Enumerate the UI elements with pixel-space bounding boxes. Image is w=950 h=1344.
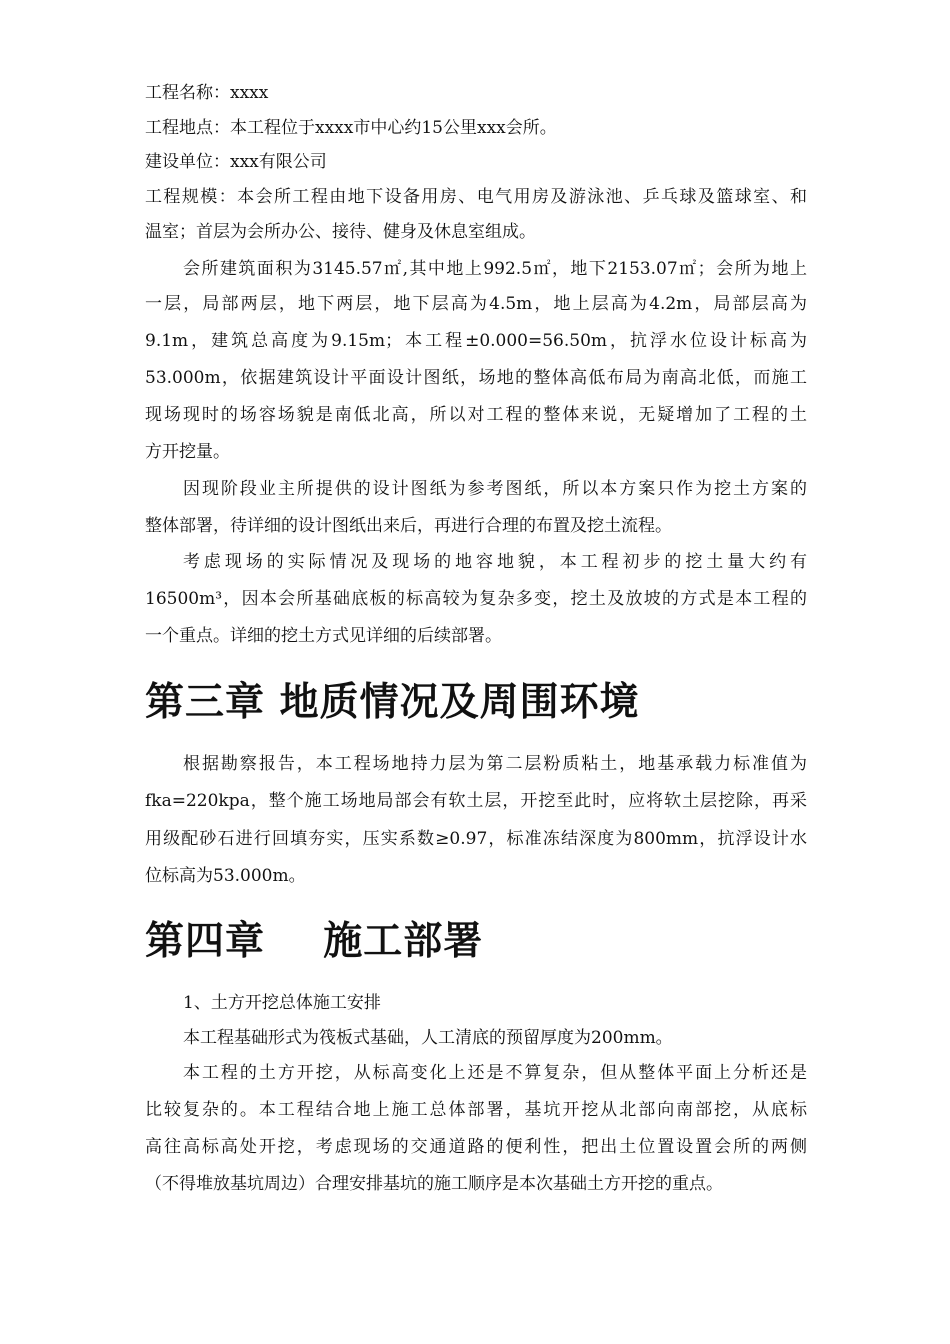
chapter-3-heading: 第三章 地质情况及周围环境 [145, 680, 640, 725]
paragraph-line: 高往高标高处开挖，考虑现场的交通道路的便利性，把出土位置设置会所的两侧 [145, 1137, 807, 1157]
paragraph-line: 整体部署，待详细的设计图纸出来后，再进行合理的布置及挖土流程。 [145, 516, 672, 536]
paragraph-line: 考虑现场的实际情况及现场的地容地貌，本工程初步的挖土量大约有 [183, 552, 807, 572]
paragraph-line: 一个重点。详细的挖土方式见详细的后续部署。 [145, 626, 502, 646]
paragraph-line: 16500m³，因本会所基础底板的标高较为复杂多变，挖土及放坡的方式是本工程的 [145, 589, 807, 609]
client-line: 建设单位：xxx有限公司 [145, 152, 327, 172]
paragraph-line: 因现阶段业主所提供的设计图纸为参考图纸，所以本方案只作为挖土方案的 [183, 479, 807, 499]
paragraph-line: 本工程基础形式为筏板式基础，人工清底的预留厚度为200mm。 [183, 1028, 673, 1048]
paragraph-line: 方开挖量。 [145, 442, 230, 462]
paragraph-line: 用级配砂石进行回填夯实，压实系数≥0.97，标准冻结深度为800mm，抗浮设计水 [145, 829, 807, 849]
paragraph-line: 会所建筑面积为3145.57㎡,其中地上992.5㎡，地下2153.07㎡；会所为地上 [183, 259, 807, 279]
project-scale-line: 工程规模：本会所工程由地下设备用房、电气用房及游泳池、乒乓球及篮球室、和 [145, 187, 807, 207]
paragraph-line: 比较复杂的。本工程结合地上施工总体部署，基坑开挖从北部向南部挖，从底标 [145, 1100, 807, 1120]
project-location-line: 工程地点：本工程位于xxxx市中心约15公里xxx会所。 [145, 118, 557, 138]
paragraph-line: 一层，局部两层，地下两层，地下层高为4.5m，地上层高为4.2m，局部层高为 [145, 294, 807, 314]
section-1-heading: 1、土方开挖总体施工安排 [183, 993, 381, 1013]
project-name-line: 工程名称：xxxx [145, 83, 269, 103]
paragraph-line: fka=220kpa，整个施工场地局部会有软土层，开挖至此时，应将软土层挖除，再采 [145, 791, 807, 811]
project-scale-line-cont: 温室；首层为会所办公、接待、健身及休息室组成。 [145, 222, 536, 242]
paragraph-line: 现场现时的场容场貌是南低北高，所以对工程的整体来说，无疑增加了工程的土 [145, 405, 807, 425]
paragraph-line: （不得堆放基坑周边）合理安排基坑的施工顺序是本次基础土方开挖的重点。 [145, 1174, 723, 1194]
chapter-4-heading: 第四章 施工部署 [145, 919, 484, 964]
paragraph-line: 本工程的土方开挖，从标高变化上还是不算复杂，但从整体平面上分析还是 [183, 1063, 807, 1083]
paragraph-line: 53.000m，依据建筑设计平面设计图纸，场地的整体高低布局为南高北低，而施工 [145, 368, 807, 388]
paragraph-line: 9.1m，建筑总高度为9.15m；本工程±0.000=56.50m，抗浮水位设计标高为 [145, 331, 807, 351]
paragraph-line: 位标高为53.000m。 [145, 866, 306, 886]
paragraph-line: 根据勘察报告，本工程场地持力层为第二层粉质粘土，地基承载力标准值为 [183, 754, 807, 774]
